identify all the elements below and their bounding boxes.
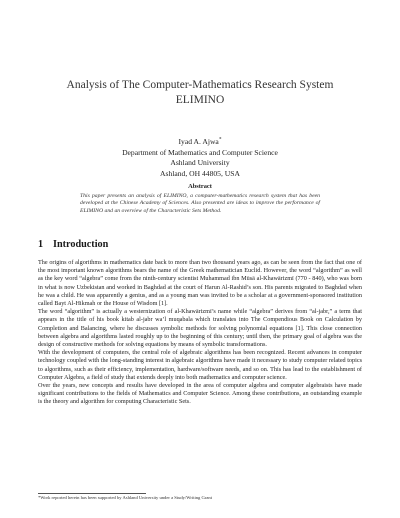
title-line-1: Analysis of The Computer-Mathematics Research System (66, 79, 334, 91)
section-body (38, 259, 362, 407)
section-title: Introduction (53, 239, 109, 250)
author-block (40, 137, 360, 179)
abstract-text: This paper presents an analysis of ELIMINO, a computer-mathematics research system that has been developed at the Chinese Academy of Sciences. Also presented are ideas to improve the performance of ELIMINO and an overview of the Characteristic Sets Method. (80, 193, 320, 214)
body-paragraph: The origins of algorithms in mathematics date back to more than two thousand years ago, as can be seen from the fact that one of the most important known algorithms bears the name of the Greek mathematician Euclid. However, the word “algorithm” as well as the key word “algebra” come from the ninth-century scientist Muhammad ibn Mūsā al-Khawārizmī (770 - 840), who was born in what is now Uzbekistan and worked in Baghdad at the court of Harun Al-Rashid’s son. His parents migrated to Baghdad when he was a child. He was apparently a genius, and as a young man was invited to be a scholar at a government-sponsored institution called Bayt Al-Hikmah or the House of Wisdom [1]. (38, 259, 362, 308)
author-address: Ashland, OH 44805, USA (160, 168, 240, 178)
section-heading (38, 239, 358, 250)
author-department: Department of Mathematics and Computer Science (122, 147, 278, 157)
footnote-rule (38, 493, 146, 494)
author-university: Ashland University (170, 158, 230, 168)
body-paragraph: The word “algorithm” is actually a westernization of al-Khawārizmī’s name while “algebra” derives from “al-jabr,” a term that appears in the title of his book kitab al-jabr wa’l muqabala which translates into The Compendious Book on Calculation by Completion and Balancing, where he discusses symbolic methods for solving polynomial equations [1]. This close connection between algebra and algorithms lasted roughly up to the beginning of this century; until then, the primary goal of algebra was the design of constructive methods for solving equations by means of symbolic transformations. (38, 308, 362, 349)
body-paragraph: With the development of computers, the central role of algebraic algorithms has been recognized. Recent advances in computer technology coupled with the long-standing interest in algebraic algorithms have made it necessary to study computer related topics to algorithms, such as their efficiency, implementation, hardware/software needs, and so on. This has lead to the establishment of Computer Algebra, a field of study that extends deeply into both mathematics and computer science. (38, 349, 362, 381)
author-footnote-mark: * (218, 136, 222, 143)
author-name: Iyad A. Ajwa (178, 137, 219, 146)
title-line-2: ELIMINO (175, 93, 225, 106)
section-number: 1 (38, 239, 44, 250)
abstract-heading: Abstract (188, 183, 212, 190)
body-paragraph: Over the years, new concepts and results have developed in the area of computer algebra and computer algebraists have made significant contributions to the fields of Mathematics and Computer Science. Among these contributions, an outstanding example is the theory and algorithm for computing Characteristic Sets. (38, 382, 362, 406)
paper-title (40, 78, 360, 107)
author-name-line (40, 137, 360, 148)
footnote: *Work reported herein has been supported by Ashland University under a Study/Writing Grant (38, 495, 212, 500)
